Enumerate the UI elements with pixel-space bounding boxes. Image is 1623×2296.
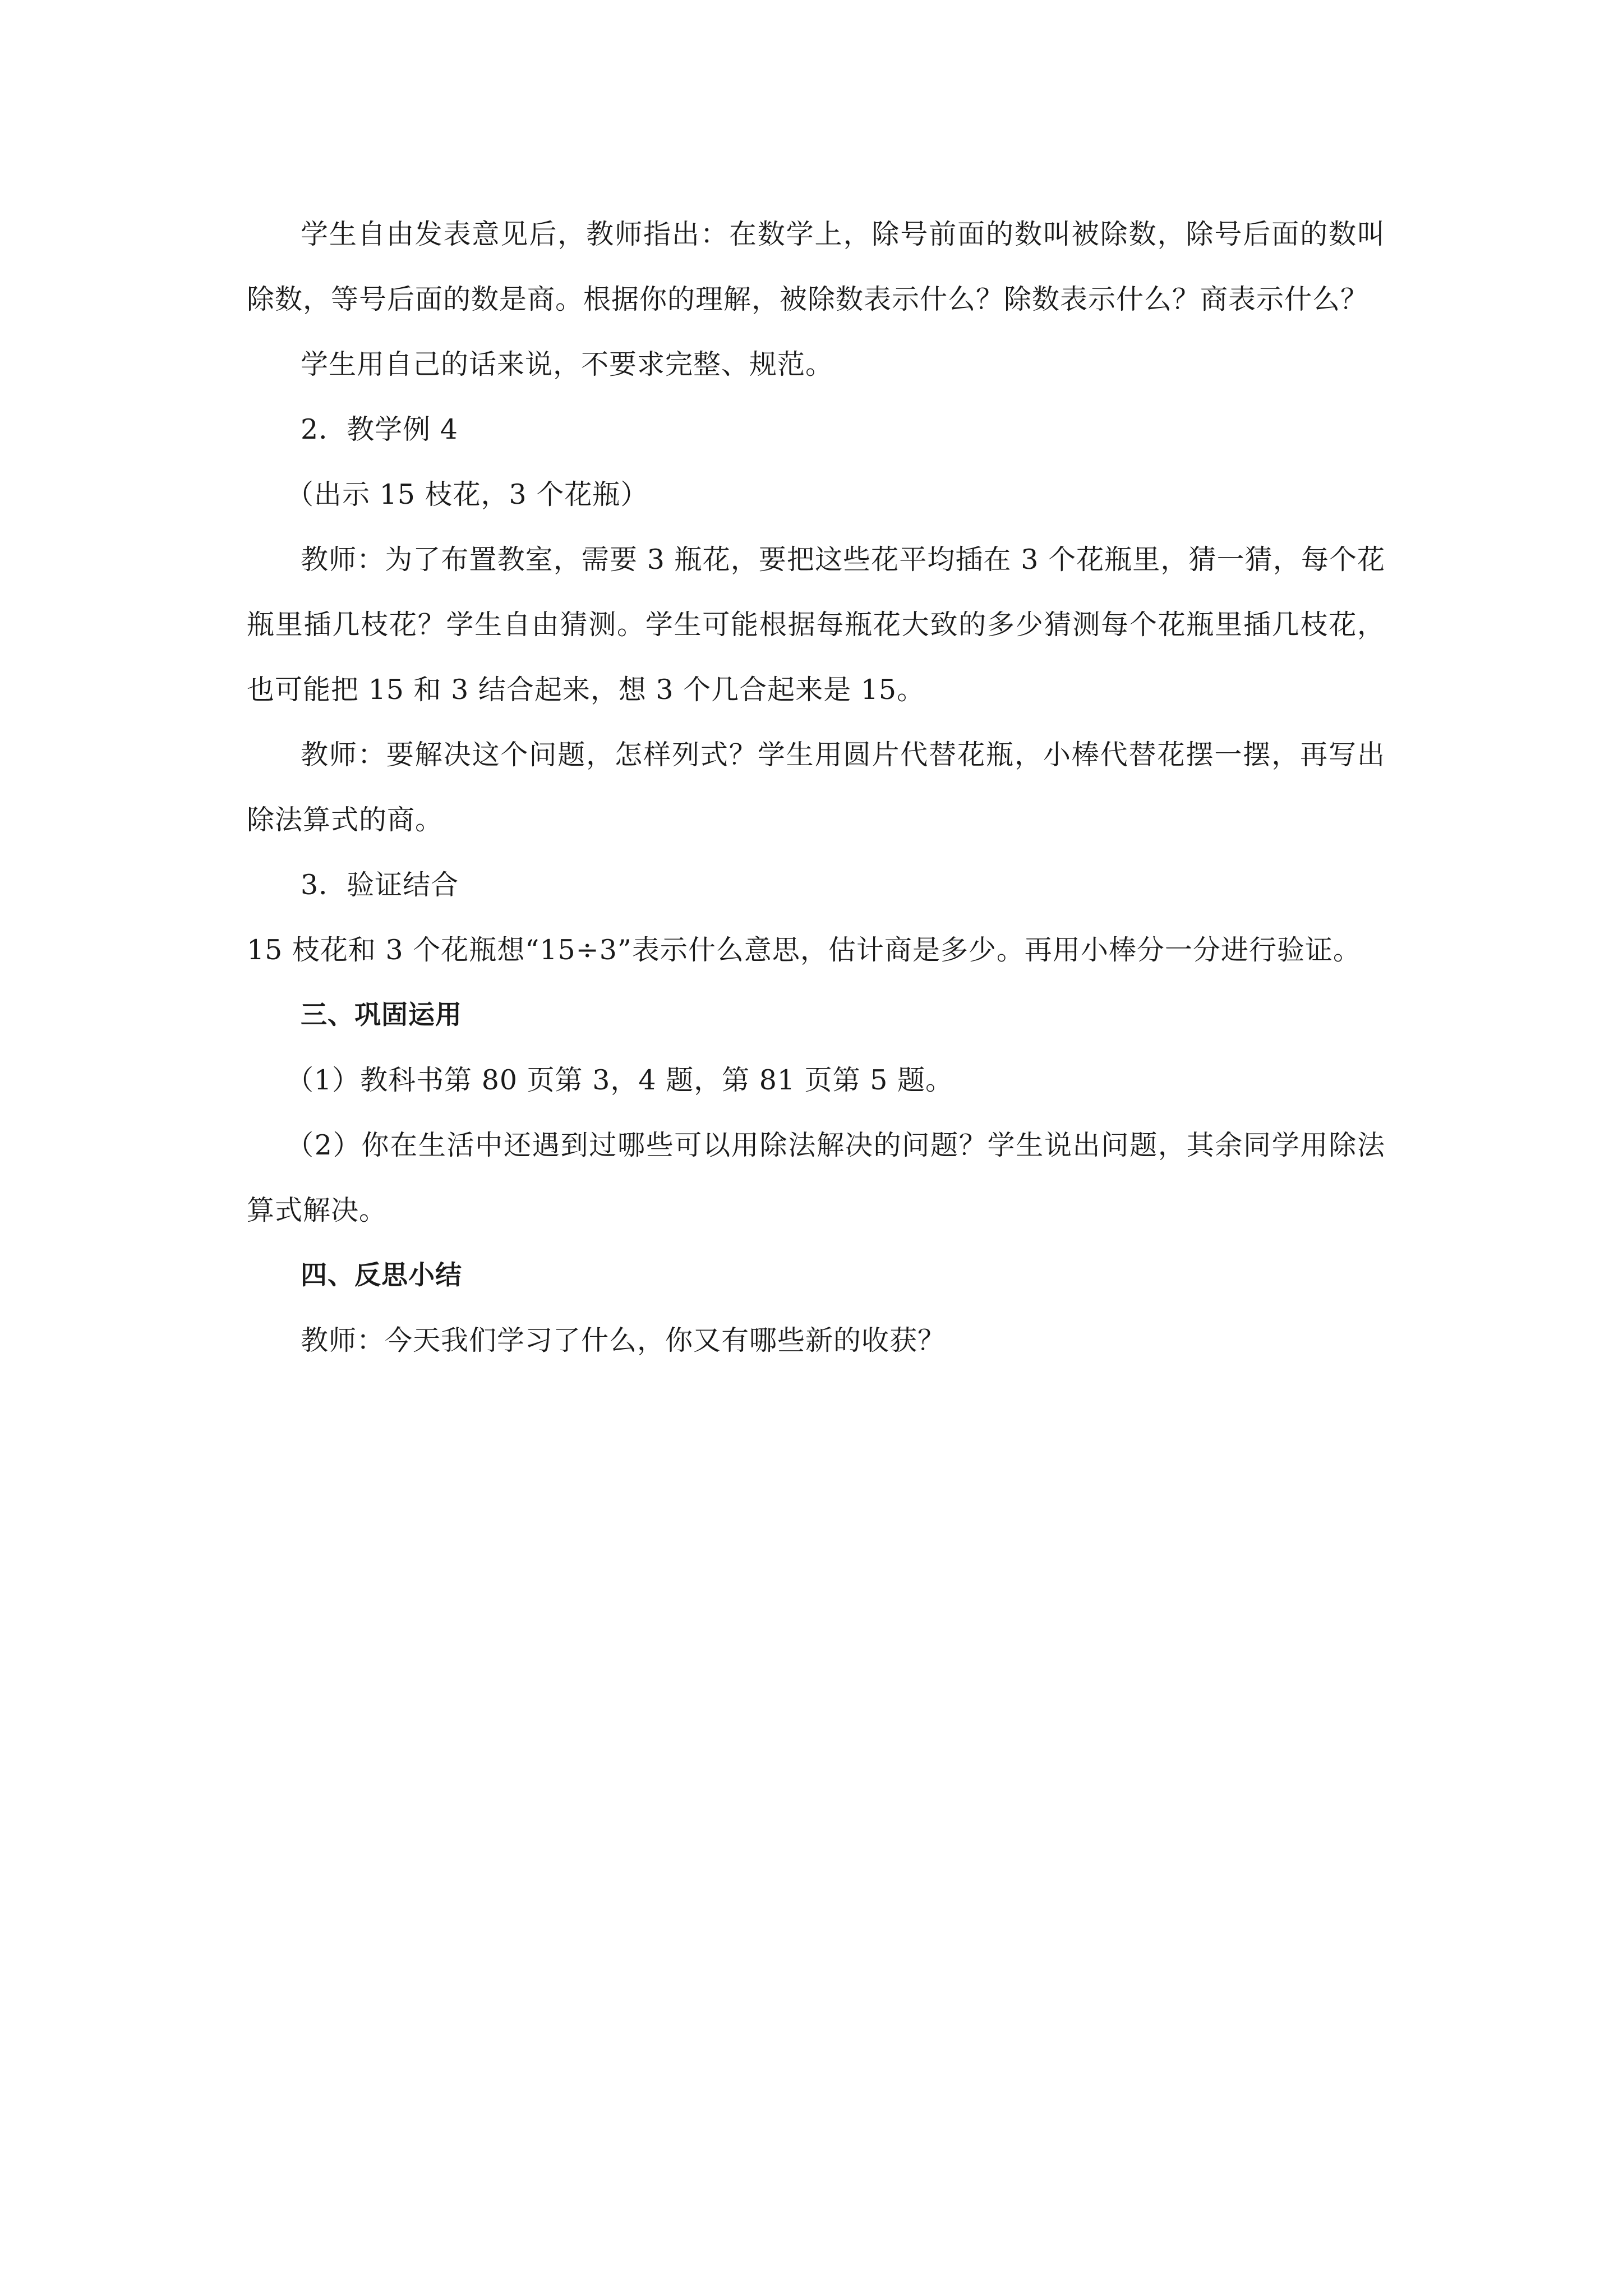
paragraph-teacher-explains-division-terms: 学生自由发表意见后，教师指出：在数学上，除号前面的数叫被除数，除号后面的数叫除数，等号后面的数是商。根据你的理解，被除数表示什么？除数表示什么？商表示什么？: [247, 218, 1385, 315]
paragraph-exercise-1: （1）教科书第 80 页第 3，4 题，第 81 页第 5 题。: [286, 1064, 954, 1096]
paragraph-verify-text: 15 枝花和 3 个花瓶想“15÷3”表示什么意思，估计商是多少。再用小棒分一分进行验证。: [247, 934, 1361, 966]
section-heading-reflection: 四、反思小结: [301, 1260, 462, 1291]
paragraph-teacher-decorate-classroom: 教师：为了布置教室，需要 3 瓶花，要把这些花平均插在 3 个花瓶里，猜一猜，每个花瓶里插几枝花？学生自由猜测。学生可能根据每瓶花大致的多少猜测每个花瓶里插几枝花，也可能把 15 和 3 结合起来，想 3 个几合起来是 15。: [247, 544, 1385, 706]
paragraph-reflection-question: 教师：今天我们学习了什么，你又有哪些新的收获？: [301, 1324, 946, 1356]
paragraph-students-own-words: 学生用自己的话来说，不要求完整、规范。: [301, 348, 834, 380]
paragraph-teacher-how-to-write-equation: 教师：要解决这个问题，怎样列式？学生用圆片代替花瓶，小棒代替花摆一摆，再写出除法算式的商。: [247, 739, 1385, 836]
paragraph-exercise-2: （2）你在生活中还遇到过哪些可以用除法解决的问题？学生说出问题，其余同学用除法算式解决。: [247, 1129, 1385, 1226]
paragraph-example-4-title: 2．教学例 4: [301, 413, 458, 445]
paragraph-show-flowers-vases: （出示 15 枝花，3 个花瓶）: [286, 478, 649, 510]
document-body: [247, 202, 1385, 1373]
paragraph-verify-title: 3．验证结合: [301, 869, 459, 901]
section-heading-consolidate: 三、巩固运用: [301, 1000, 462, 1030]
